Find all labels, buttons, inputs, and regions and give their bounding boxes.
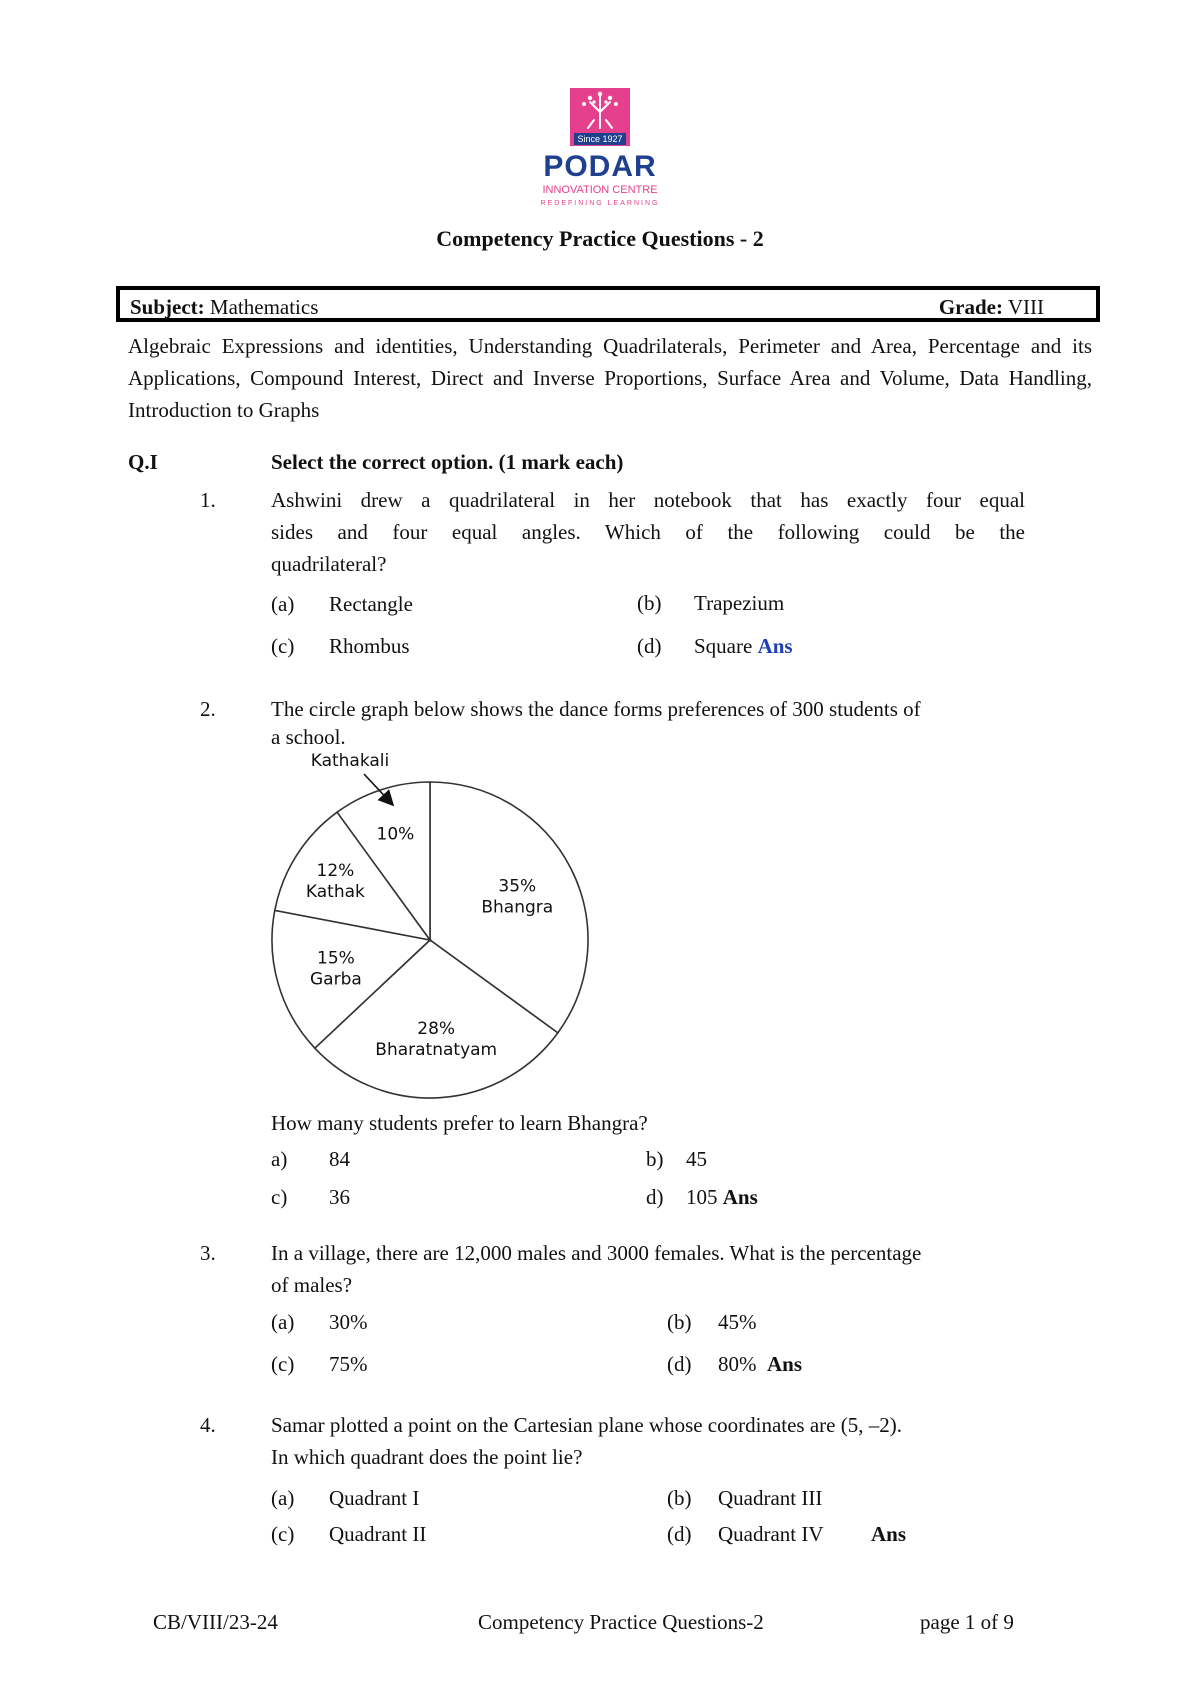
option-key: (d)	[667, 1352, 692, 1376]
pie-label-value: 12%	[316, 861, 355, 881]
section-number: Q.I	[128, 450, 158, 474]
question-number: 1.	[200, 488, 216, 512]
logo-tagline: REDEFINING LEARNING	[540, 200, 660, 207]
question-number: 4.	[200, 1413, 216, 1437]
option-key: (b)	[667, 1486, 692, 1510]
option-key: (c)	[271, 1352, 295, 1376]
question-prompt: How many students prefer to learn Bhangra?	[271, 1111, 648, 1135]
pie-label-name: Garba	[310, 969, 362, 990]
pie-label-value: 10%	[376, 824, 415, 845]
footer-title: Competency Practice Questions-2	[478, 1610, 764, 1634]
option-key: (b)	[637, 591, 662, 615]
option-text: Quadrant I	[329, 1486, 420, 1510]
question-text-line: Ashwini drew a quadrilateral in her notebook that has exactly four equal	[271, 488, 1025, 512]
pie-label-value: 15%	[317, 948, 355, 969]
logo-name: PODAR	[543, 150, 657, 183]
grade-field	[939, 295, 1044, 320]
chart-annotation: Kathakali	[310, 751, 390, 771]
question-text-line: of males?	[271, 1273, 353, 1297]
grade-label: Grade:	[938, 295, 1003, 319]
option-text: 45%	[718, 1310, 757, 1334]
subject-label: Subject:	[130, 295, 205, 319]
option-answer-line	[718, 1349, 802, 1380]
answer-marker: Ans	[871, 1522, 907, 1546]
answer-marker: Ans	[767, 1352, 803, 1376]
question-text-line: quadrilateral?	[271, 552, 387, 576]
pie-label-value: 28%	[417, 1018, 456, 1039]
logo-subtitle: INNOVATION CENTRE	[542, 184, 658, 196]
option-text: 84	[329, 1147, 350, 1171]
question-text-line: In a village, there are 12,000 males and 3000 females. What is the percentage	[271, 1241, 922, 1265]
option-key: (d)	[637, 634, 662, 658]
subject-field	[130, 295, 318, 320]
pie-label-name: Bharatnatyam	[375, 1039, 498, 1060]
option-key: (a)	[271, 592, 295, 616]
option-key: b)	[646, 1147, 664, 1171]
logo-since: Since 1927	[574, 133, 626, 145]
question-text-line: sides and four equal angles. Which of the following could be the	[271, 520, 1025, 544]
option-text: 75%	[329, 1352, 368, 1376]
option-key: d)	[646, 1185, 664, 1209]
question-text-line: The circle graph below shows the dance forms preferences of 300 students of	[271, 697, 921, 721]
option-text: Quadrant III	[718, 1486, 823, 1510]
option-answer-line	[686, 1182, 758, 1213]
option-text: Trapezium	[694, 591, 785, 615]
option-text: 30%	[329, 1310, 368, 1334]
question-text-line: a school.	[271, 725, 346, 749]
option-text: Quadrant IV	[718, 1522, 824, 1546]
footer-page: page 1 of 9	[920, 1610, 1014, 1634]
section-instruction: Select the correct option. (1 mark each)	[271, 450, 624, 474]
pie-label-value: 35%	[498, 876, 537, 897]
option-key: (d)	[667, 1522, 692, 1546]
option-text: 36	[329, 1185, 350, 1209]
option-key: (a)	[271, 1310, 295, 1334]
pie-chart	[260, 748, 600, 1108]
option-text: 105	[686, 1185, 718, 1209]
option-key: (c)	[271, 634, 295, 658]
option-text: Quadrant II	[329, 1522, 427, 1546]
topics-list: Algebraic Expressions and identities, Understanding Quadrilaterals, Perimeter and Area, Percentage and its Applications, Compound Interest, Direct and Inverse Proportions, Surface Area and Volume, Data Handling, Introduction to Graphs	[128, 334, 1092, 422]
option-key: (c)	[271, 1522, 295, 1546]
grade-value: VIII	[1007, 295, 1044, 319]
subject-value: Mathematics	[209, 295, 319, 319]
subject-grade-box	[116, 286, 1100, 322]
option-text: 45	[686, 1147, 707, 1171]
option-text: Rhombus	[329, 634, 410, 658]
question-text-line: In which quadrant does the point lie?	[271, 1445, 583, 1469]
question-text-line: Samar plotted a point on the Cartesian plane whose coordinates are (5, –2).	[271, 1413, 902, 1437]
option-key: c)	[271, 1185, 288, 1209]
option-key: a)	[271, 1147, 288, 1171]
option-answer-line	[694, 631, 793, 662]
pie-label-name: Bhangra	[481, 897, 554, 918]
question-number: 2.	[200, 697, 216, 721]
question-number: 3.	[200, 1241, 216, 1265]
option-text: 80%	[718, 1352, 757, 1376]
answer-marker: Ans	[757, 634, 793, 658]
option-text: Square	[694, 634, 753, 658]
option-text: Rectangle	[329, 592, 413, 616]
answer-marker: Ans	[722, 1185, 758, 1209]
option-key: (a)	[271, 1486, 295, 1510]
tree-icon	[570, 88, 630, 132]
page-title: Competency Practice Questions - 2	[436, 226, 764, 251]
option-key: (b)	[667, 1310, 692, 1334]
footer-code: CB/VIII/23-24	[153, 1610, 278, 1634]
pie-label-name: Kathak	[305, 882, 365, 902]
